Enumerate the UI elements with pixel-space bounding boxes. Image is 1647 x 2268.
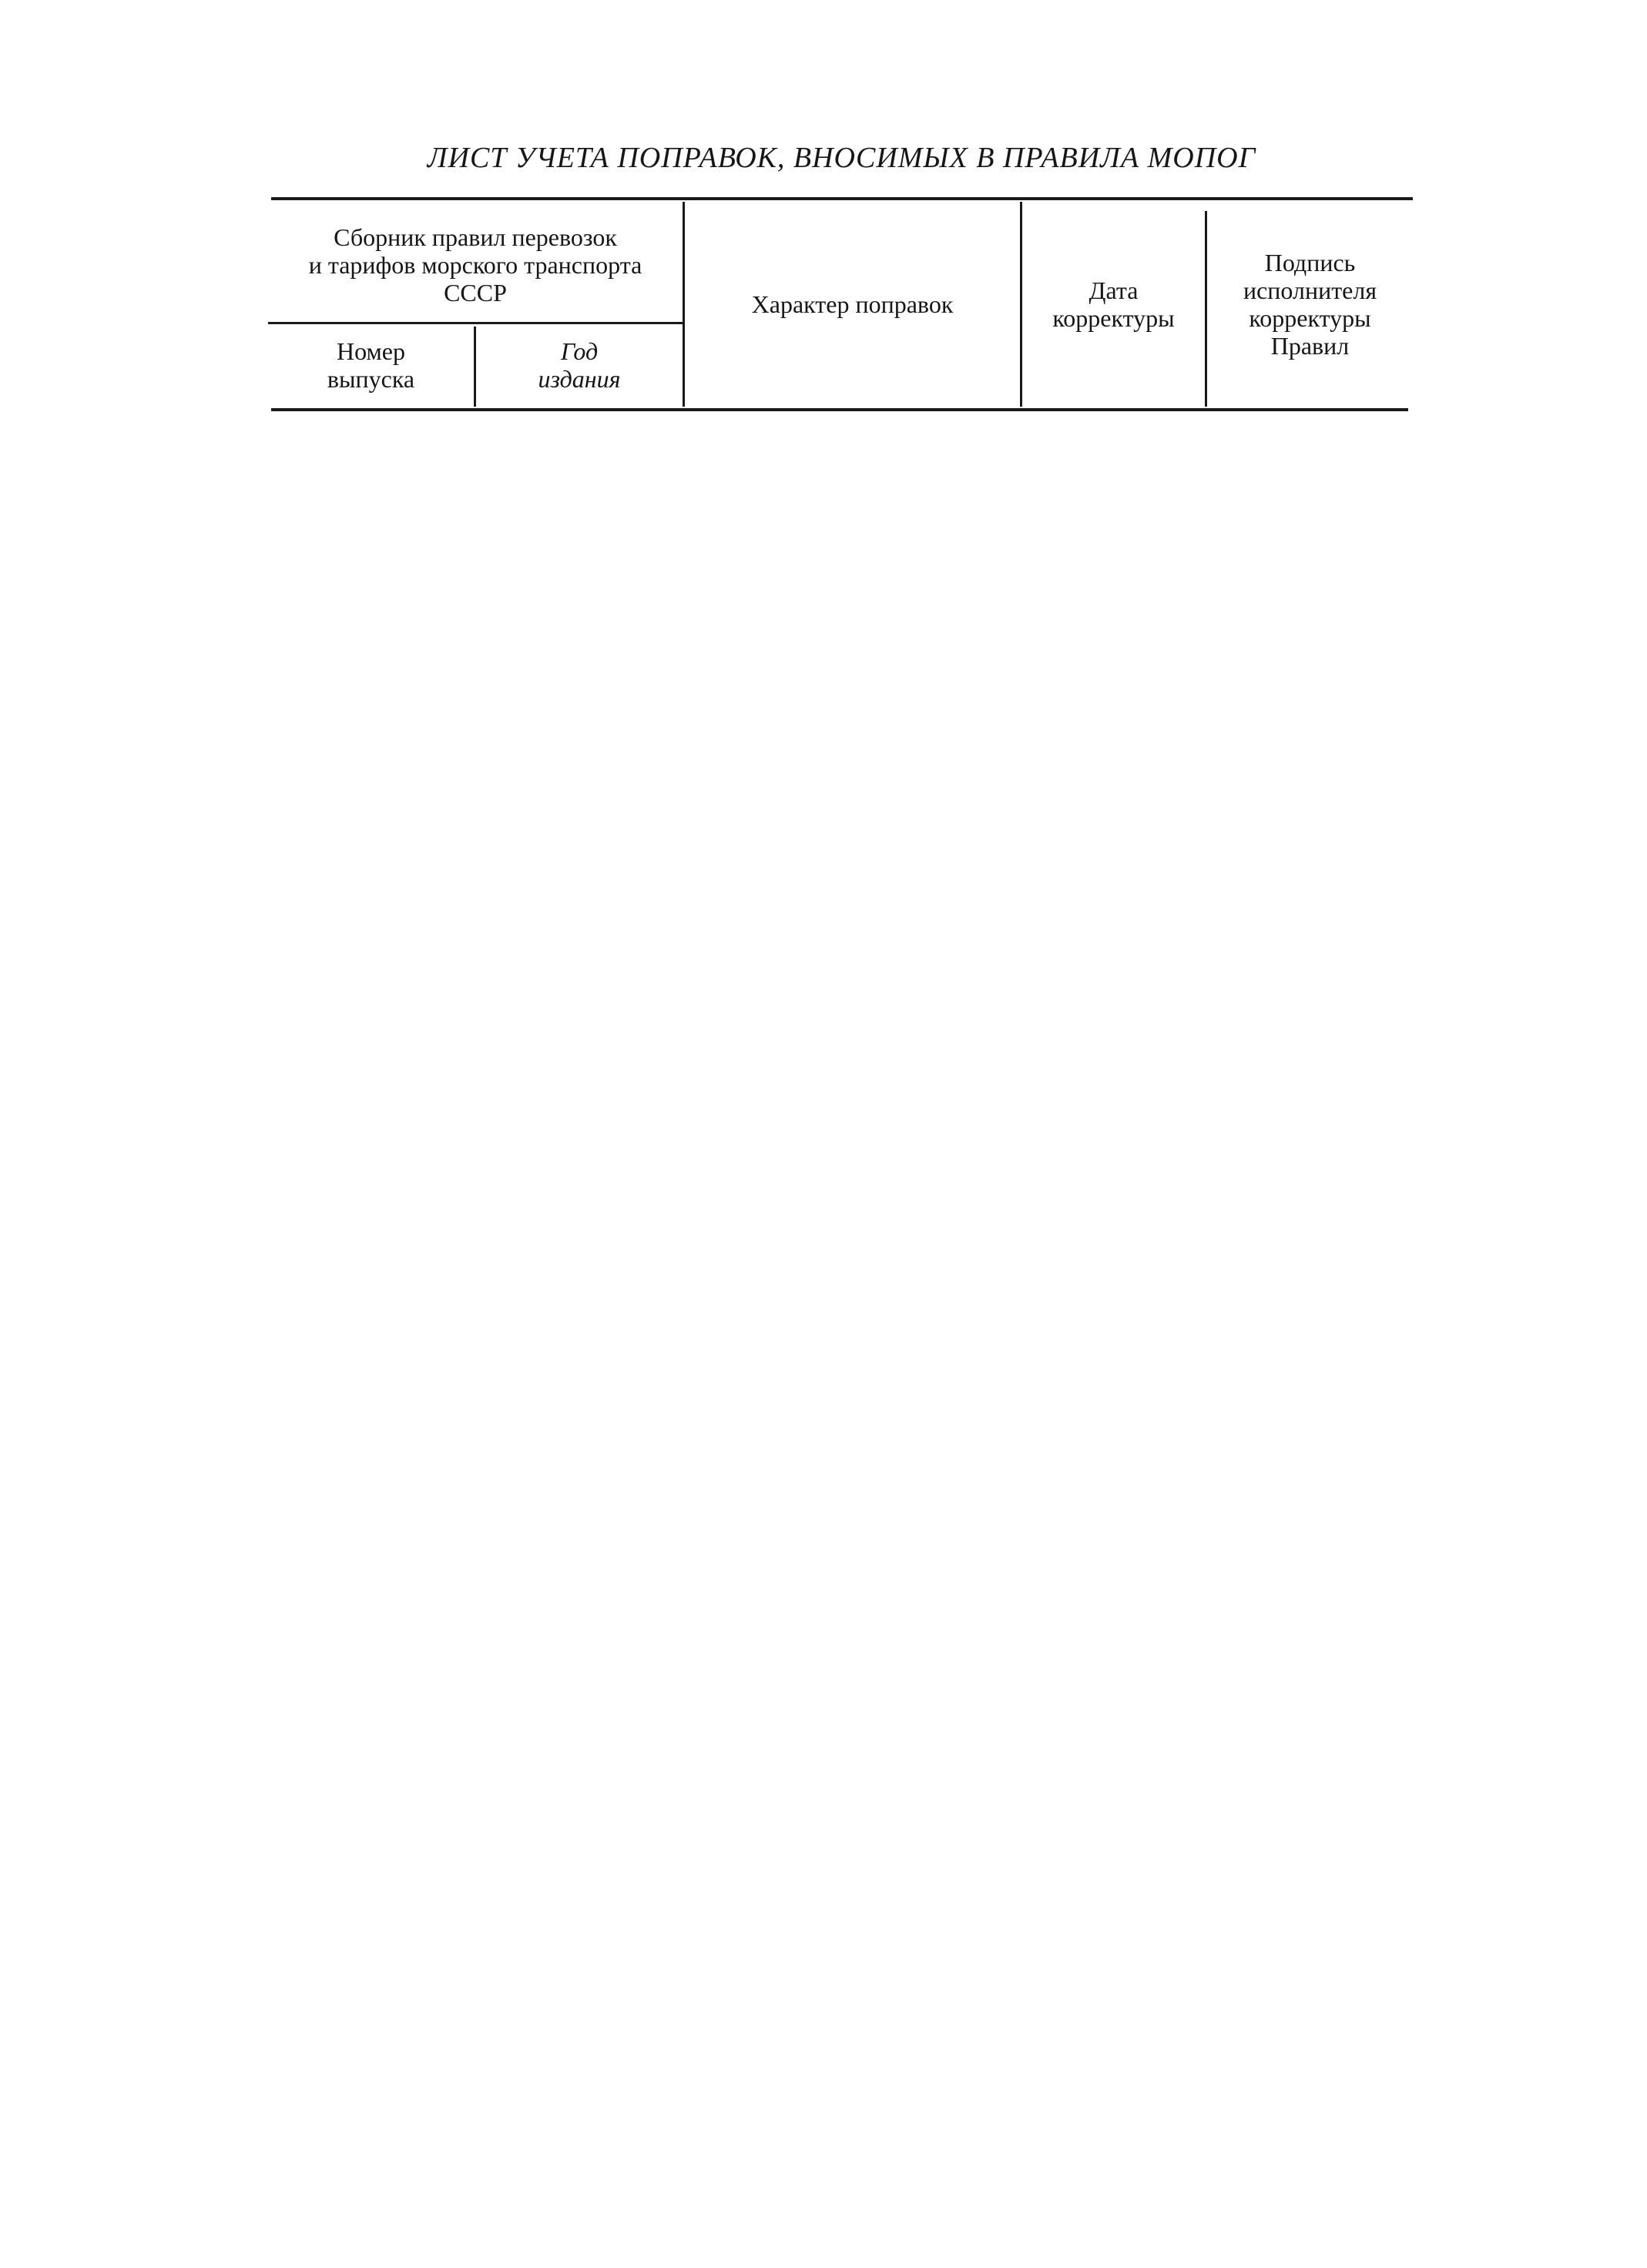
issue-number-cell: [268, 336, 474, 394]
nature-of-amendments-text: Характер поправок: [751, 290, 954, 318]
table-bottom-rule: [271, 408, 1408, 411]
correction-date-cell: [1022, 202, 1205, 407]
signature-cell: [1207, 202, 1413, 407]
signature-text: Подпись исполнителя корректуры Правил: [1243, 249, 1377, 360]
publication-year-cell: [476, 336, 683, 394]
group-header-cell: [268, 219, 683, 311]
publication-year-text: Год издания: [538, 337, 621, 393]
issue-number-text: Номер выпуска: [327, 337, 415, 393]
table-top-rule: [271, 197, 1413, 200]
group-header-text: Сборник правил перевозок и тарифов морского транспорта СССР: [308, 223, 642, 307]
table-subheader-rule: [268, 322, 683, 324]
nature-of-amendments-cell: [685, 202, 1020, 407]
page-title: ЛИСТ УЧЕТА ПОПРАВОК, ВНОСИМЫХ В ПРАВИЛА МОПОГ: [427, 142, 1256, 174]
correction-date-text: Дата корректуры: [1052, 276, 1175, 332]
